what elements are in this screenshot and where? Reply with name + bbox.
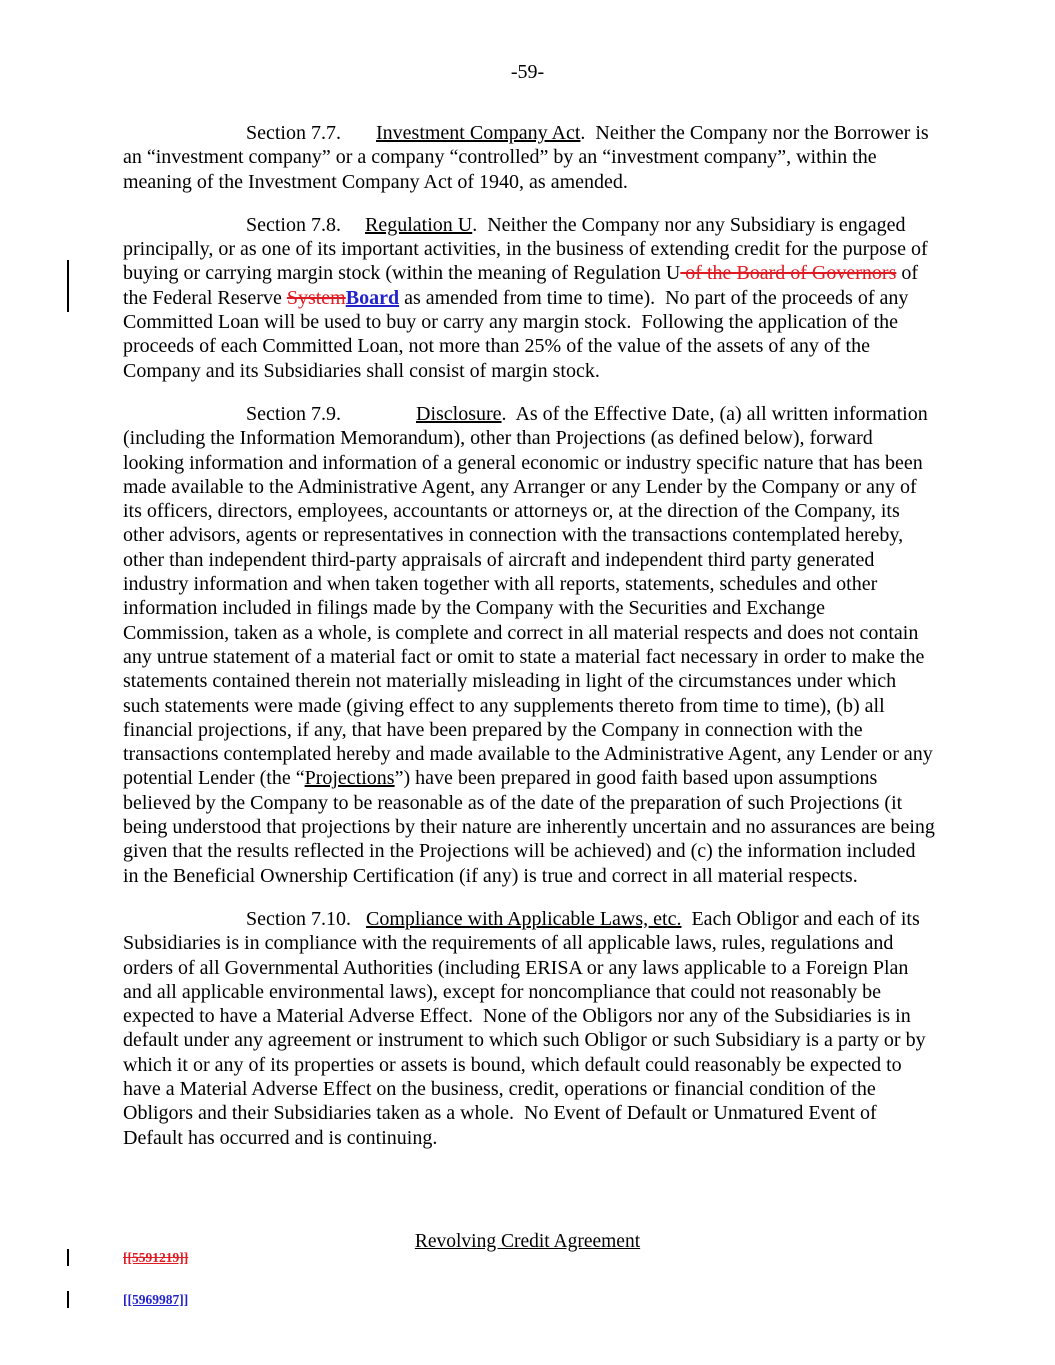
section-7-10 [123, 907, 935, 1150]
page-number: -59- [510, 61, 545, 83]
footer-title: Revolving Credit Agreement [414, 1231, 641, 1252]
tab-spacer [341, 138, 376, 139]
section-7-9-run: . As of the Effective Date, (a) all written information (including the Information Memorandum), other than Projections (as defined below), forward looking information and information of a general economic or industry specific nature that has been made available to the Administrative Agent, any Arranger or any Lender by the Company or any of its officers, directors, employees, accountants or attorneys or, at the direction of the Company, its other advisors, agents or representatives in connection with the transactions contemplated hereby, other than independent third-party appraisals of aircraft and independent third party generated industry information and when taken together with all reports, statements, schedules and other information included in filings made by the Company with the Securities and Exchange Commission, taken as a whole, is complete and correct in all material respects and does not contain any untrue statement of a material fact or omit to state a material fact necessary in order to make the statements contained therein not materially misleading in light of the circumstances under which such statements were made (giving effect to any supplements thereto from time to time), (b) all financial projections, if any, that have been prepared by the Company in connection with the transactions contemplated hereby and made available to the Administrative Agent, any Lender or any potential Lender (the “ [123, 402, 938, 790]
footer-tag-row [0, 1291, 1055, 1309]
section-7-10-run: Compliance with Applicable Laws, etc. [366, 907, 682, 930]
section-7-8-run: . Neither the Company nor any Subsidiary is engaged principally, or as one of its important activities, in the business of extending credit for the purpose of buying or carrying margin stock (within the meaning of Regulation U [123, 213, 933, 285]
tab-spacer [341, 230, 365, 231]
tab-spacer [351, 924, 366, 925]
footer-tag-row [0, 1249, 1055, 1267]
section-7-8-run: System [286, 286, 346, 309]
section-7-7-run: Investment Company Act [376, 122, 581, 144]
section-7-8-run: as amended from time to time). No part of the proceeds of any Committed Loan will be used to buy or carry any margin stock. Following the application of the proceeds of each Committed Loan, not more than 25% of the value of the assets of any of the Company and its Subsidiaries shall consist of margin stock. [123, 286, 914, 382]
section-7-7-run: . Neither the Company nor the Borrower is an “investment company” or a company “controlled” by an “investment company”, within the meaning of the Investment Company Act of 1940, as amended. [123, 122, 934, 193]
footer-tag: [[5969987]] [123, 1292, 189, 1307]
footer-tag: [[5591219]] [123, 1250, 189, 1265]
section-7-9 [123, 402, 940, 888]
section-7-7 [123, 121, 935, 194]
section-7-8-run: Regulation U [365, 213, 473, 236]
change-bar [67, 260, 69, 312]
section-7-8-run: of the Federal Reserve [123, 262, 924, 309]
change-bar [67, 1291, 69, 1308]
section-7-10-run: Section 7.10. [246, 907, 351, 930]
tab-spacer [341, 419, 416, 420]
document-body [123, 121, 940, 1169]
section-7-8-run: Section 7.8. [246, 213, 341, 236]
section-7-8-run: Board [345, 286, 400, 309]
section-7-8-run: of the Board of Governors [680, 262, 897, 285]
section-7-7-run: Section 7.7. [246, 122, 341, 144]
section-7-9-run: Section 7.9. [246, 402, 341, 425]
section-7-8 [123, 213, 935, 383]
change-bar [67, 1249, 69, 1266]
footer-tags [0, 1249, 1055, 1333]
section-7-9-run: Projections [304, 767, 395, 790]
section-7-9-run: ”) have been prepared in good faith based upon assumptions believed by the Company to be reasonable as of the date of the preparation of such Projections (it being understood that projections by their nature are inherently uncertain and no assurances are being given that the results reflected in the Projections will be achieved) and (c) the information included in the Beneficial Ownership Certification (if any) is true and correct in all material respects. [123, 767, 940, 887]
section-7-10-run: Each Obligor and each of its Subsidiaries is in compliance with the requirements of all applicable laws, rules, regulations and orders of all Governmental Authorities (including ERISA or any laws applicable to a Foreign Plan and all applicable environmental laws), except for noncompliance that could not reasonably be expected to have a Material Adverse Effect. None of the Obligors nor any of the Subsidiaries is in default under any agreement or instrument to which such Obligor or such Subsidiary is a party or by which it or any of its properties or assets is bound, which default could reasonably be expected to have a Material Adverse Effect on the business, credit, operations or financial condition of the Obligors and their Subsidiaries taken as a whole. No Event of Default or Unmatured Event of Default has occurred and is continuing. [123, 907, 931, 1149]
section-7-9-run: Disclosure [416, 402, 502, 425]
